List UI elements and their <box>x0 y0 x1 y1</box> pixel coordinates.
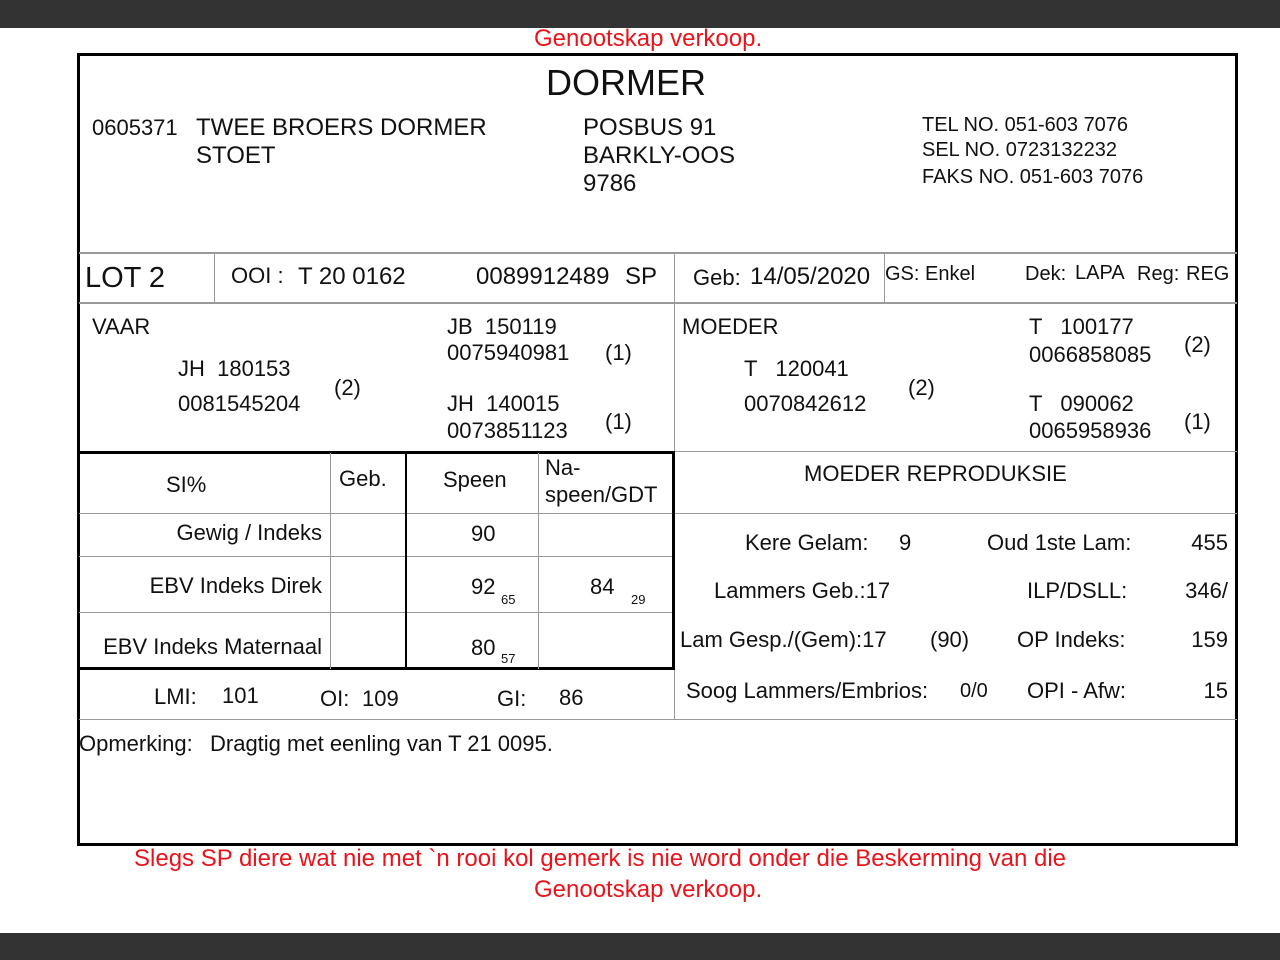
dam-number: 0070842612 <box>744 391 867 416</box>
divider <box>79 252 1237 254</box>
divider <box>79 302 1237 304</box>
speen-accuracy: 65 <box>501 592 516 607</box>
kere-label: Kere Gelam: <box>745 530 869 555</box>
top-banner: Genootskap verkoop. <box>534 25 763 52</box>
divider <box>79 719 1237 720</box>
footer-notice-line2: Genootskap verkoop. <box>534 876 763 903</box>
divider <box>79 451 675 454</box>
divider <box>79 667 675 670</box>
oud-value: 455 <box>1191 530 1228 555</box>
divider <box>405 453 407 669</box>
divider <box>675 451 1237 452</box>
sp-label: SP <box>625 263 658 290</box>
row-label: Gewig / Indeks <box>176 520 322 545</box>
naspeen-value: 84 <box>590 574 615 599</box>
birth-date: 14/05/2020 <box>750 263 871 290</box>
maternal-grandsire-grade: (2) <box>1184 332 1211 357</box>
naspeen-accuracy: 29 <box>631 592 646 607</box>
opi-value: 15 <box>1203 678 1228 703</box>
paternal-grandsire-id: JB 150119 <box>447 314 557 339</box>
kere-value: 9 <box>899 530 912 555</box>
op-value: 159 <box>1191 627 1228 652</box>
speen-accuracy: 57 <box>501 651 516 666</box>
breeder-name-line2: STOET <box>196 142 276 169</box>
remark-label: Opmerking: <box>79 731 193 756</box>
sire-number: 0081545204 <box>178 391 301 416</box>
lammers-label: Lammers Geb.:17 <box>714 578 891 603</box>
row-label: EBV Indeks Direk <box>149 573 322 598</box>
divider <box>79 612 675 613</box>
speen-value: 90 <box>471 521 496 546</box>
remark-text: Dragtig met eenling van T 21 0095. <box>210 731 553 756</box>
dam-label: MOEDER <box>682 314 779 339</box>
paternal-granddam-number: 0073851123 <box>447 418 568 443</box>
maternal-granddam-id: T 090062 <box>1029 391 1134 416</box>
oi-value: 109 <box>362 686 399 711</box>
address-line: 9786 <box>583 170 637 197</box>
ilp-label: ILP/DSLL: <box>1027 578 1128 603</box>
divider <box>79 556 675 557</box>
speen-value: 80 <box>471 635 496 660</box>
gi-label: GI: <box>497 686 527 711</box>
dam-id: T 120041 <box>744 356 849 381</box>
paternal-granddam-grade: (1) <box>605 409 632 434</box>
gs-label: GS: Enkel <box>885 263 976 285</box>
maternal-granddam-number: 0065958936 <box>1029 418 1152 443</box>
sire-id: JH 180153 <box>178 356 291 381</box>
cell-number: SEL NO. 0723132232 <box>922 139 1117 161</box>
naspeen-header-line2: speen/GDT <box>545 482 658 507</box>
dek-value: LAPA <box>1075 262 1125 284</box>
birth-label: Geb: <box>693 265 741 290</box>
soog-label: Soog Lammers/Embrios: <box>686 678 929 703</box>
address-line: POSBUS 91 <box>583 114 717 141</box>
naspeen-header: Na- <box>545 455 581 480</box>
si-header: SI% <box>166 472 207 497</box>
registration-number: 0089912489 <box>476 263 610 290</box>
paternal-grandsire-grade: (1) <box>605 340 632 365</box>
maternal-grandsire-number: 0066858085 <box>1029 342 1152 367</box>
gi-value: 86 <box>559 685 584 710</box>
row-label: EBV Indeks Maternaal <box>103 634 322 659</box>
divider <box>672 451 675 670</box>
lot-label: LOT 2 <box>85 262 166 294</box>
ooi-value: T 20 0162 <box>298 263 406 290</box>
geb-header: Geb. <box>339 466 387 491</box>
paternal-granddam-id: JH 140015 <box>447 391 560 416</box>
op-label: OP Indeks: <box>1017 627 1126 652</box>
dek-label: Dek: <box>1025 263 1067 285</box>
speen-header: Speen <box>443 467 507 492</box>
lmi-label: LMI: <box>154 684 197 709</box>
maternal-granddam-grade: (1) <box>1184 409 1211 434</box>
divider <box>214 253 215 303</box>
ilp-value: 346/ <box>1185 578 1228 603</box>
reg-label: Reg: <box>1137 263 1180 285</box>
divider <box>79 513 1237 514</box>
footer-notice: Slegs SP diere wat nie met `n rooi kol gemerk is nie word onder die Beskerming van die <box>134 845 1067 872</box>
dam-grade: (2) <box>908 375 935 400</box>
oi-label: OI: <box>320 686 350 711</box>
gesp-label: Lam Gesp./(Gem):17 <box>680 627 887 652</box>
top-bar <box>0 0 1280 28</box>
sire-grade: (2) <box>334 375 361 400</box>
gesp-value: (90) <box>930 627 970 652</box>
sire-label: VAAR <box>92 314 151 339</box>
breed-title: DORMER <box>546 62 706 103</box>
address-line: BARKLY-OOS <box>583 142 736 169</box>
bottom-bar <box>0 933 1280 960</box>
reg-value: REG <box>1186 263 1230 285</box>
soog-value: 0/0 <box>960 680 988 702</box>
opi-label: OPI - Afw: <box>1027 678 1127 703</box>
oud-label: Oud 1ste Lam: <box>987 530 1132 555</box>
divider <box>538 453 539 669</box>
ooi-label: OOI : <box>231 263 284 288</box>
fax-number: FAKS NO. 051-603 7076 <box>922 166 1144 188</box>
breeder-name: TWEE BROERS DORMER <box>196 114 487 141</box>
breeder-code: 0605371 <box>92 115 178 140</box>
maternal-grandsire-id: T 100177 <box>1029 314 1134 339</box>
divider <box>330 453 331 669</box>
paternal-grandsire-number: 0075940981 <box>447 340 570 365</box>
tel-number: TEL NO. 051-603 7076 <box>922 114 1129 136</box>
speen-value: 92 <box>471 574 496 599</box>
reproduction-title: MOEDER REPRODUKSIE <box>804 461 1067 486</box>
lmi-value: 101 <box>222 683 259 708</box>
